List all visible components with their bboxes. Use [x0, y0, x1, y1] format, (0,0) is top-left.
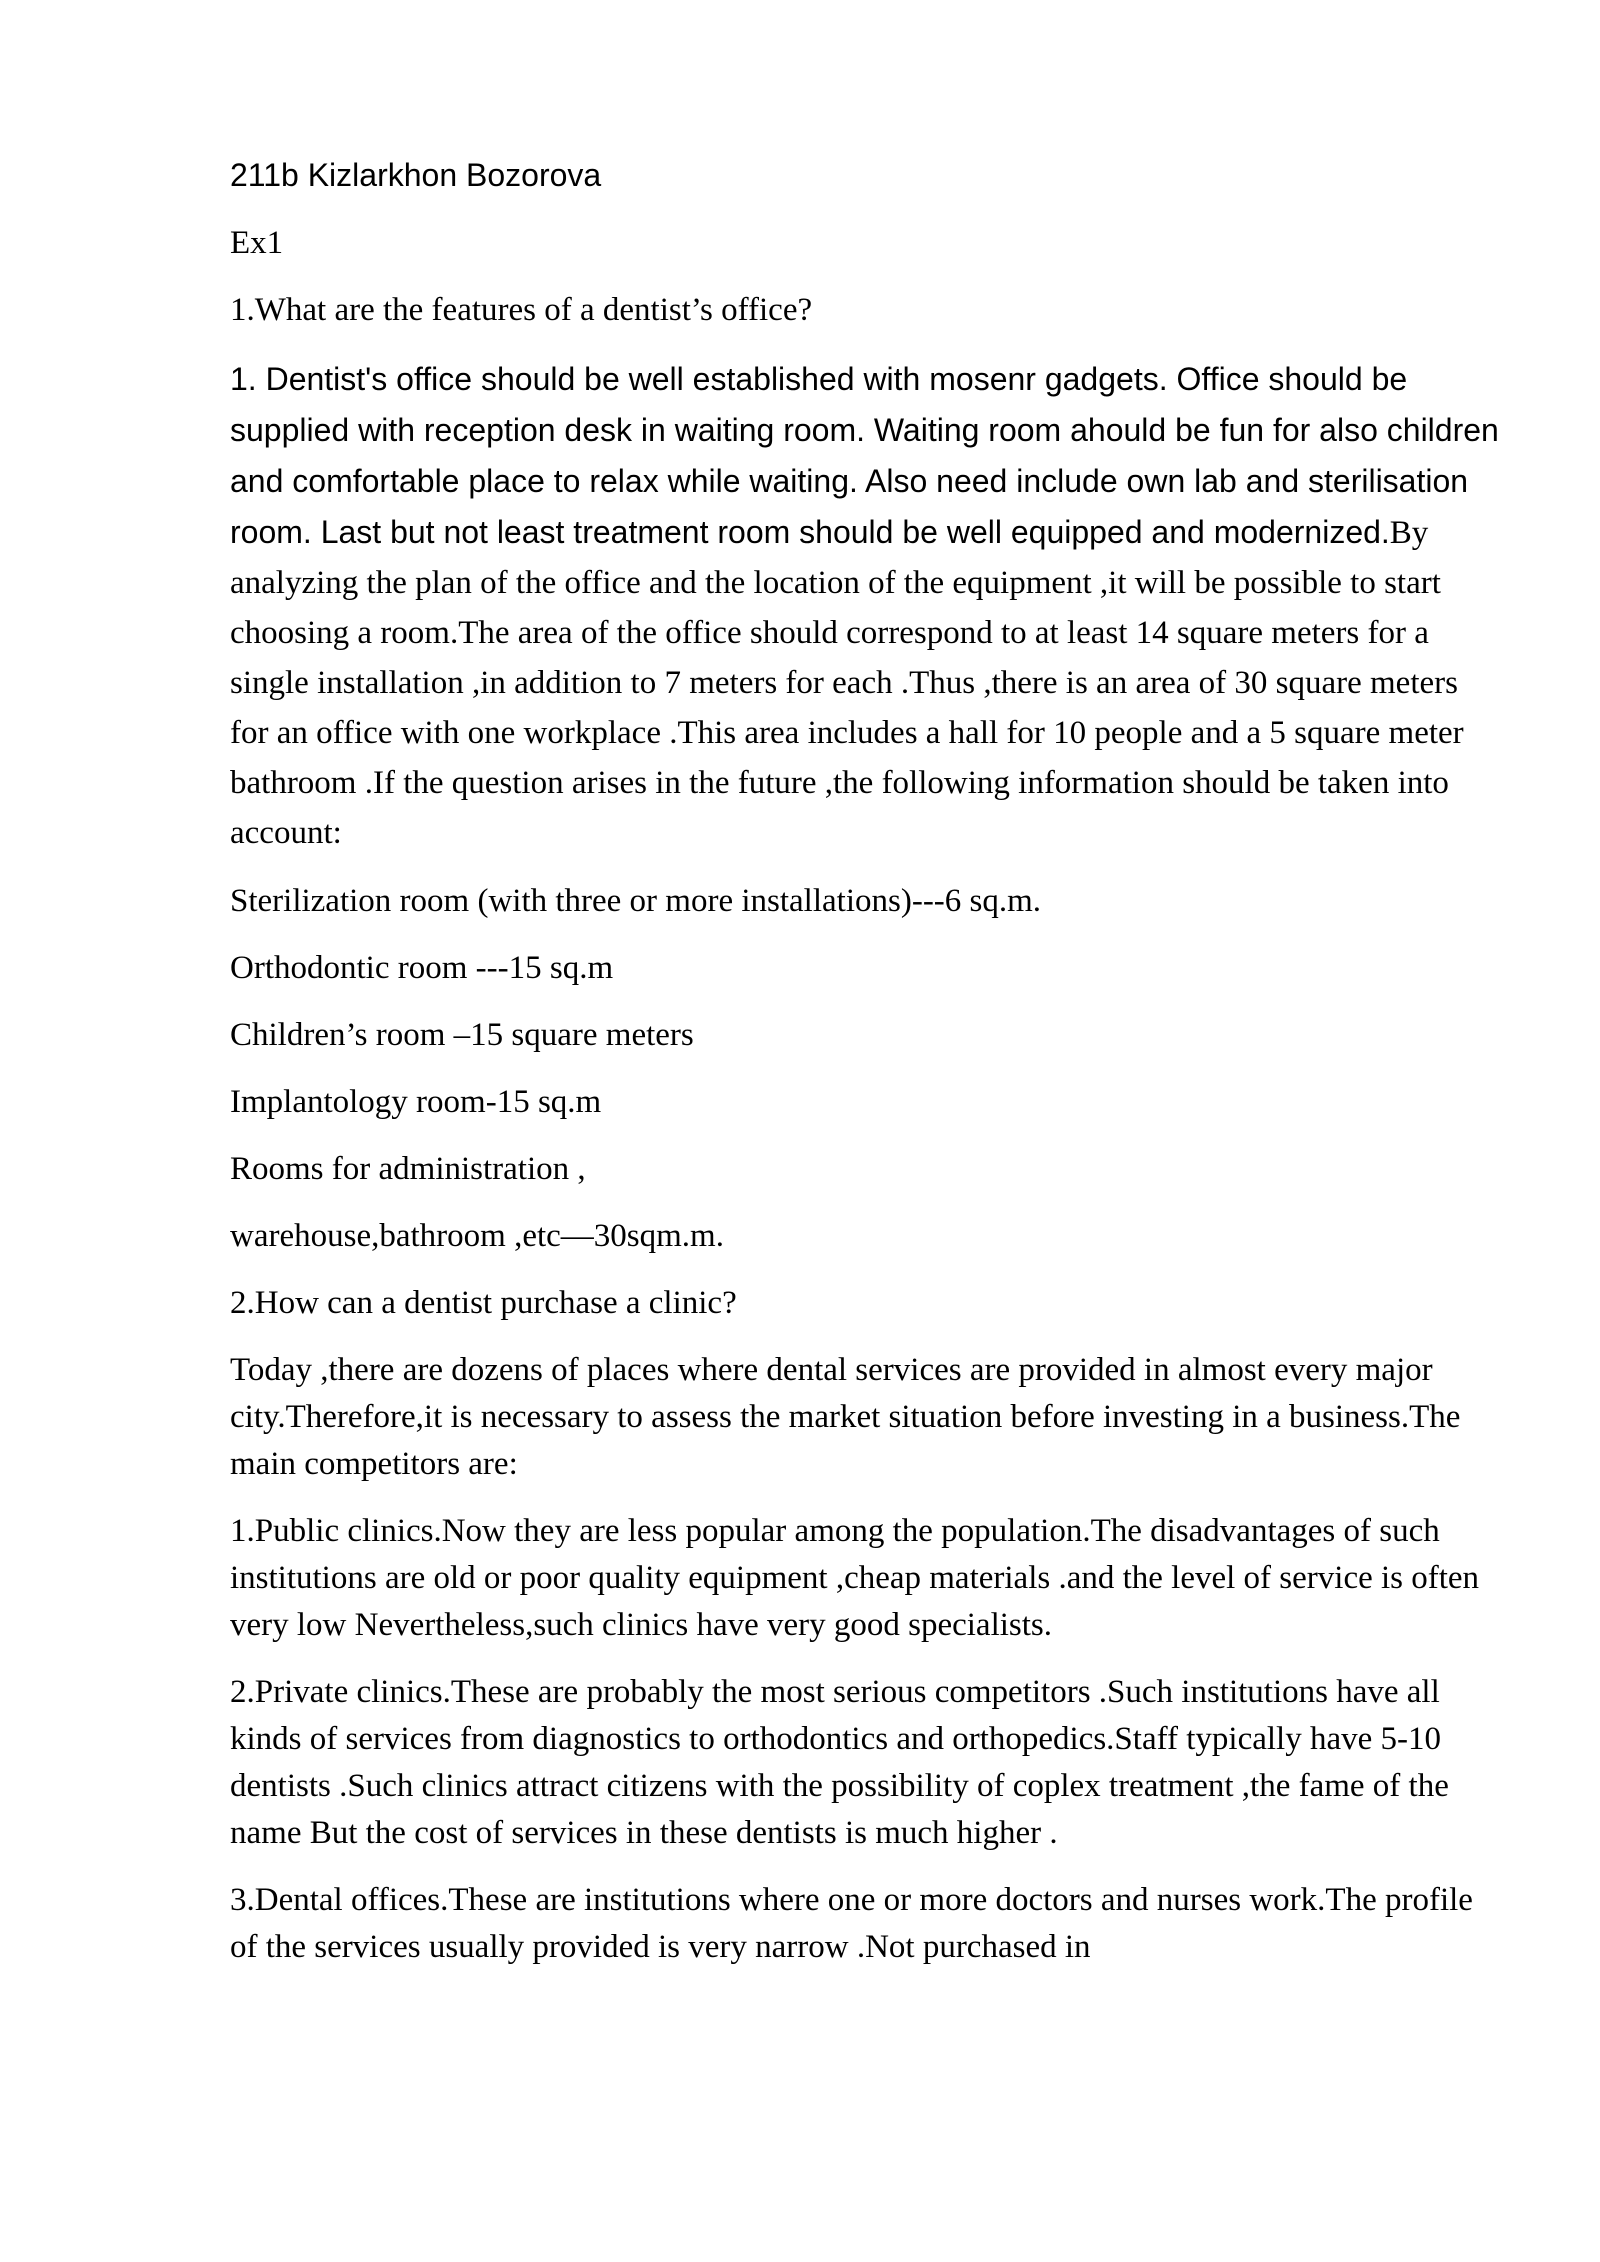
room-item: Orthodontic room ---15 sq.m	[230, 950, 614, 986]
answer-1	[230, 354, 1500, 858]
document-header: 211b Kizlarkhon Bozorova	[230, 157, 602, 193]
competitor-private-clinics: 2.Private clinics.These are probably the most serious competitors .Such institutions have all kinds of services from diagnostics to orthodontics and orthopedics.Staff typically have 5-10 dentists .Such clinics attract citizens with the possibility of coplex treatment ,the fame of the name But the cost of services in these dentists is much higher .	[230, 1674, 1449, 1851]
room-item: Implantology room-15 sq.m	[230, 1084, 602, 1120]
competitor-public-clinics: 1.Public clinics.Now they are less popular among the population.The disadvantages of such institutions are old or poor quality equipment ,cheap materials .and the level of service is often very low Nevertheless,such clinics have very good specialists.	[230, 1513, 1480, 1643]
answer-1-sans-text: 1. Dentist's office should be well established with mosenr gadgets. Office should be supplied with reception desk in waiting room. Waiting room ahould be fun for also children and comfortable place to relax while waiting. Also need include own lab and sterilisation room. Last but not least treatment room should be well equipped and modernized.	[230, 361, 1499, 550]
room-item: warehouse,bathroom ,etc—30sqm.m.	[230, 1218, 724, 1254]
answer-2-intro: Today ,there are dozens of places where dental services are provided in almost every major city.Therefore,it is necessary to assess the market situation before investing in a business.The main competitors are:	[230, 1352, 1461, 1482]
exercise-label: Ex1	[230, 225, 284, 261]
answer-1-serif-text: By analyzing the plan of the office and the location of the equipment ,it will be possible to start choosing a room.The area of the office should correspond to at least 14 square meters for a single installation ,in addition to 7 meters for each .Thus ,there is an area of 30 square meters for an office with one workplace .This area includes a hall for 10 people and a 5 square meter bathroom .If the question arises in the future ,the following information should be taken into account:	[230, 515, 1464, 851]
competitor-dental-offices: 3.Dental offices.These are institutions where one or more doctors and nurses work.The profile of the services usually provided is very narrow .Not purchased in	[230, 1882, 1473, 1965]
document-page	[230, 150, 1500, 1991]
room-item: Rooms for administration ,	[230, 1151, 586, 1187]
question-2: 2.How can a dentist purchase a clinic?	[230, 1285, 737, 1321]
room-item: Sterilization room (with three or more installations)---6 sq.m.	[230, 883, 1042, 919]
room-item: Children’s room –15 square meters	[230, 1017, 694, 1053]
question-1: 1.What are the features of a dentist’s office?	[230, 292, 813, 328]
